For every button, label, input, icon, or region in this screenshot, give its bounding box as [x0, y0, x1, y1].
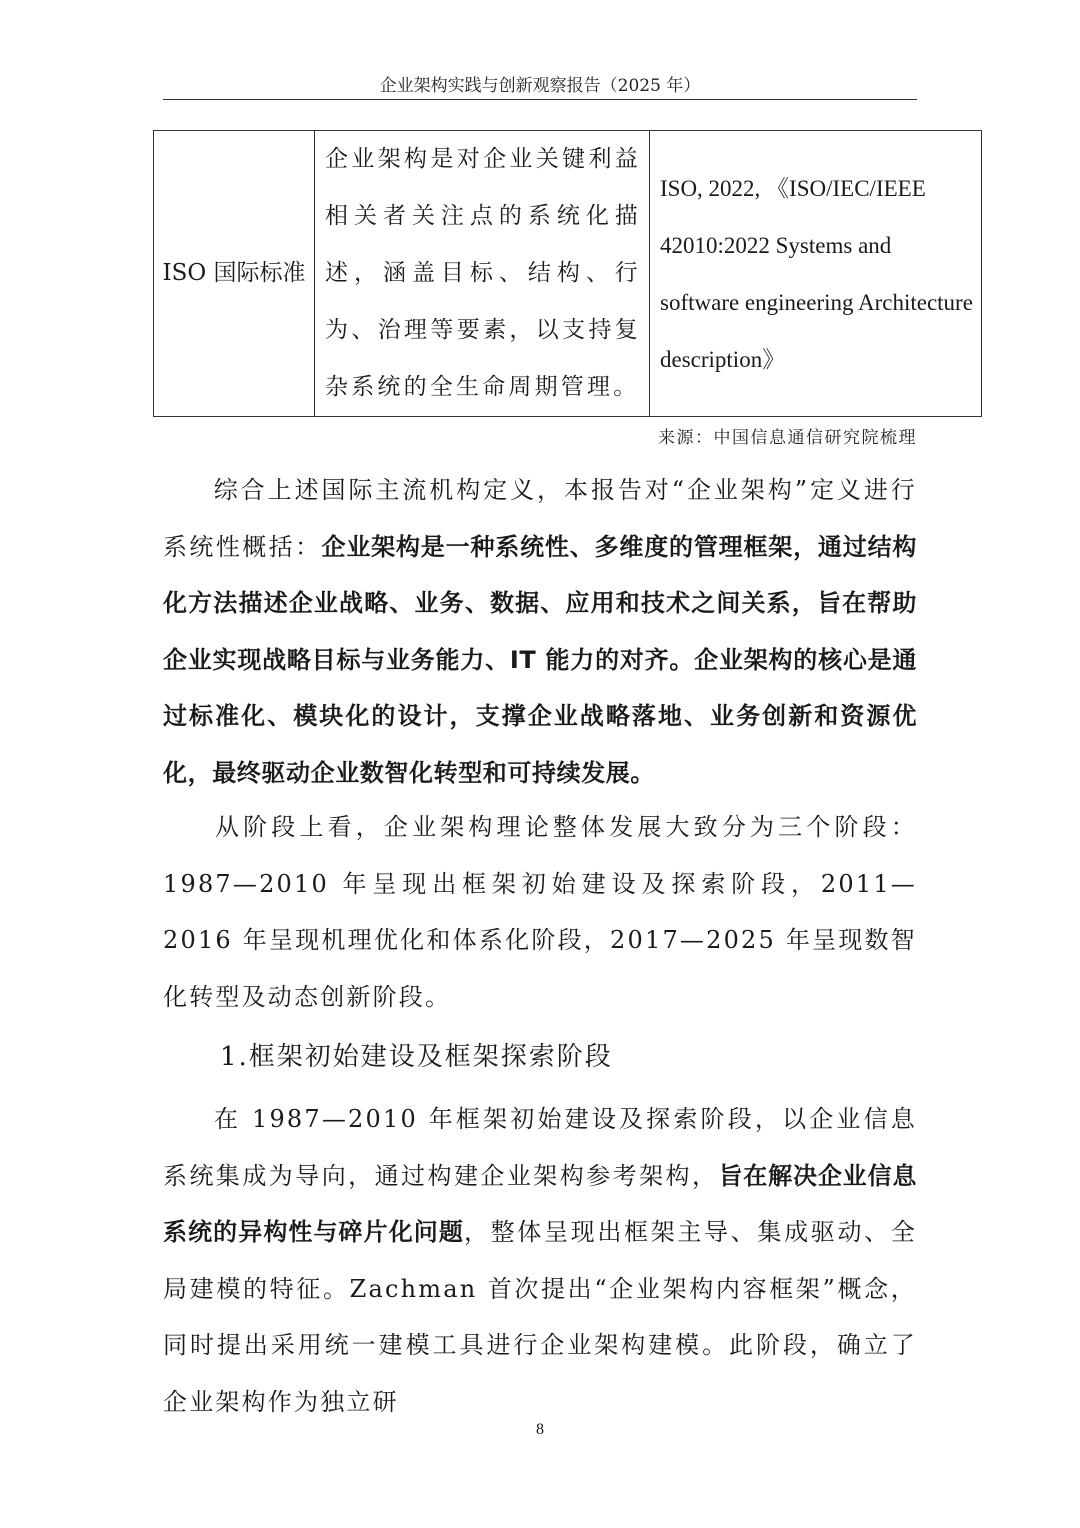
definition-table — [153, 130, 982, 417]
table-cell-reference: ISO, 2022, 《ISO/IEC/IEEE 42010:2022 Systems and software engineering Architecture description》 — [650, 131, 982, 417]
table-source-note: 来源：中国信息通信研究院梳理 — [658, 428, 917, 448]
paragraph-bold-definition: 企业架构是一种系统性、多维度的管理框架，通过结构化方法描述企业战略、业务、数据、应用和技术之间关系，旨在帮助企业实现战略目标与业务能力、IT 能力的对齐。企业架构的核心是通过标准化、模块化的设计，支撑企业战略落地、业务创新和资源优化，最终驱动企业数智化转型和可持续发展。 — [163, 532, 917, 787]
paragraph-stage-one-text-2: ，整体呈现出框架主导、集成驱动、全局建模的特征。Zachman 首次提出“企业架构内容框架”概念，同时提出采用统一建模工具进行企业架构建模。此阶段，确立了企业架构作为独立研 — [163, 1218, 918, 1416]
paragraph-stage-one — [163, 1091, 917, 1431]
paragraph-stages-overview — [163, 799, 917, 1025]
paragraph-stage-one-text-1: 在 1987—2010 年框架初始建设及探索阶段，以企业信息系统集成为导向，通过构建企业架构参考架构， — [163, 1105, 917, 1190]
table-row — [154, 131, 982, 417]
paragraph-stage-one-bold: 旨在解决企业信息系统的异构性与碎片化问题 — [163, 1161, 917, 1247]
header-rule — [163, 99, 917, 100]
paragraph-intro-text: 综合上述国际主流机构定义，本报告对“企业架构”定义进行系统性概括： — [163, 476, 917, 561]
paragraph-stages-text: 从阶段上看，企业架构理论整体发展大致分为三个阶段：1987—2010 年呈现出框架初始建设及探索阶段，2011—2016 年呈现机理优化和体系化阶段，2017—2025 年呈现数智化转型及动态创新阶段。 — [163, 813, 917, 1011]
table-cell-source: ISO 国际标准 — [154, 131, 315, 417]
section-heading: 1.框架初始建设及框架探索阶段 — [220, 1042, 613, 1072]
running-header: 企业架构实践与创新观察报告（2025 年） — [379, 76, 701, 96]
paragraph-definition-summary — [163, 462, 917, 802]
page-number: 8 — [536, 1421, 544, 1438]
table-cell-definition: 企业架构是对企业关键利益相关者关注点的系统化描述，涵盖目标、结构、行为、治理等要素，以支持复杂系统的全生命周期管理。 — [315, 131, 650, 417]
